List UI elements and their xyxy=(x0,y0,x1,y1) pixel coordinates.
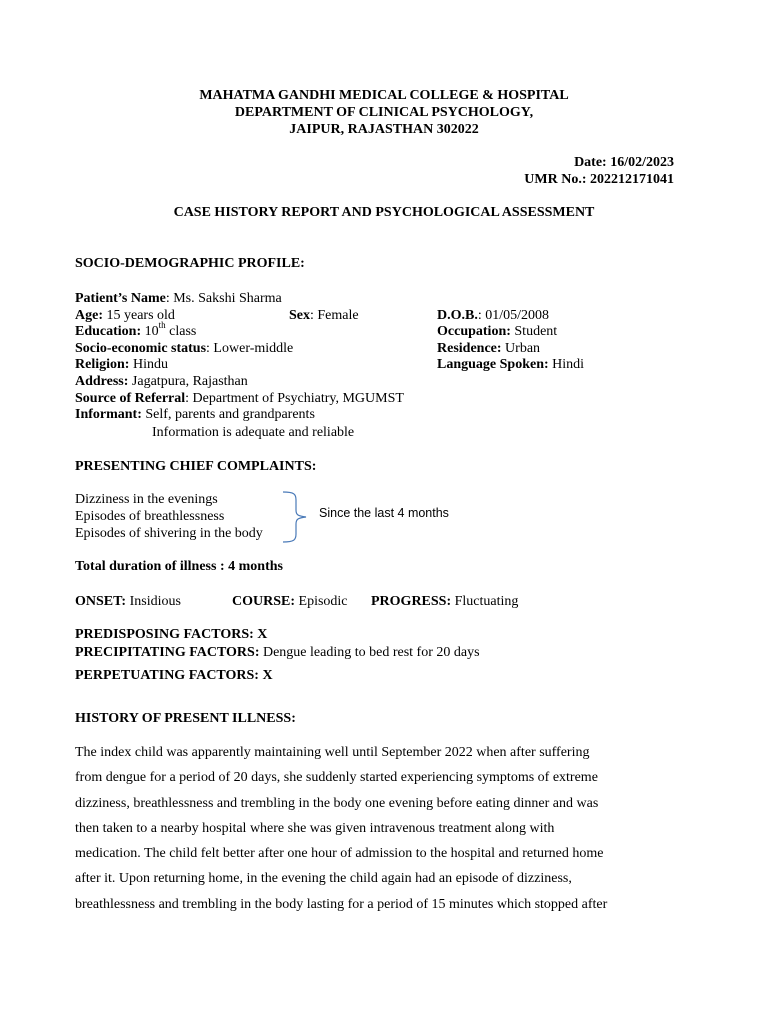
progress-value: Fluctuating xyxy=(451,594,519,609)
dob-field xyxy=(437,307,549,324)
history-line: dizziness, breathlessness and trembling in the body one evening before eating dinner and was xyxy=(75,795,599,811)
date-value: 16/02/2023 xyxy=(610,155,674,170)
complaint-item: Episodes of shivering in the body xyxy=(75,526,263,541)
informant-value: Self, parents and grandparents xyxy=(141,407,315,422)
history-line: then taken to a nearby hospital where she was given intravenous treatment along with xyxy=(75,820,555,836)
history-narrative xyxy=(75,740,687,917)
referral-label: Source of Referral xyxy=(75,391,186,406)
precipitating-value: Dengue leading to bed rest for 20 days xyxy=(259,645,480,660)
language-field xyxy=(437,356,584,373)
progress-label: PROGRESS: xyxy=(371,594,452,609)
umr-label: UMR No.: xyxy=(524,172,587,187)
precipitating-factors xyxy=(75,644,480,661)
sex-field xyxy=(289,307,359,324)
history-line: breathlessness and trembling in the body lasting for a period of 15 minutes which stopped after xyxy=(75,896,608,912)
history-line: after it. Upon returning home, in the evening the child again had an episode of dizziness, xyxy=(75,871,572,887)
education-suffix: class xyxy=(165,324,197,339)
occupation-value: Student xyxy=(510,324,558,339)
onset-label: ONSET: xyxy=(75,594,127,609)
education-field xyxy=(75,320,197,340)
referral-value: : Department of Psychiatry, MGUMST xyxy=(185,391,404,406)
language-label: Language Spoken: xyxy=(437,357,549,372)
patient-name-label: Patient’s Name xyxy=(75,291,166,306)
socio-heading: SOCIO-DEMOGRAPHIC PROFILE: xyxy=(75,256,305,271)
education-ordinal: th xyxy=(158,320,166,331)
occupation-label: Occupation: xyxy=(437,324,511,339)
residence-value: Urban xyxy=(501,341,541,356)
course-value: Episodic xyxy=(295,594,348,609)
date-label: Date: xyxy=(574,155,607,170)
history-line: The index child was apparently maintaining well until September 2022 when after suffering xyxy=(75,745,590,760)
onset-field xyxy=(75,593,181,610)
institution-name: MAHATMA GANDHI MEDICAL COLLEGE & HOSPITAL xyxy=(199,88,569,103)
religion-label: Religion: xyxy=(75,357,130,372)
residence-field xyxy=(437,340,540,357)
course-label: COURSE: xyxy=(232,594,296,609)
patient-name-value: : Ms. Sakshi Sharma xyxy=(165,291,282,306)
sex-label: Sex xyxy=(289,308,310,323)
address-field xyxy=(75,373,248,390)
department-name: DEPARTMENT OF CLINICAL PSYCHOLOGY, xyxy=(234,105,534,120)
dob-label: D.O.B. xyxy=(437,308,478,323)
course-field xyxy=(232,593,348,610)
institution-address: JAIPUR, RAJASTHAN 302022 xyxy=(289,122,479,137)
umr-value: 202212171041 xyxy=(590,172,674,187)
language-value: Hindi xyxy=(548,357,585,372)
ses-value: : Lower-middle xyxy=(206,341,294,356)
religion-field xyxy=(75,356,168,373)
report-title: CASE HISTORY REPORT AND PSYCHOLOGICAL ASSESSMENT xyxy=(173,205,595,220)
education-label: Education: xyxy=(75,324,142,339)
ses-label: Socio-economic status xyxy=(75,341,207,356)
progress-field xyxy=(371,593,518,610)
perpetuating-factors: PERPETUATING FACTORS: X xyxy=(75,668,273,683)
informant-label: Informant: xyxy=(75,407,142,422)
ses-field xyxy=(75,340,293,357)
sex-value: : Female xyxy=(310,308,359,323)
religion-value: Hindu xyxy=(129,357,168,372)
age-label: Age: xyxy=(75,308,103,323)
complaint-duration-note: Since the last 4 months xyxy=(319,506,449,520)
history-line: medication. The child felt better after one hour of admission to the hospital and returned home xyxy=(75,846,604,862)
referral-field xyxy=(75,390,404,407)
onset-value: Insidious xyxy=(126,594,181,609)
umr-number xyxy=(524,172,674,188)
brace-icon xyxy=(278,488,318,546)
address-label: Address: xyxy=(75,374,129,389)
predisposing-factors: PREDISPOSING FACTORS: X xyxy=(75,627,268,642)
informant-field xyxy=(75,406,315,423)
history-heading: HISTORY OF PRESENT ILLNESS: xyxy=(75,711,296,726)
age-value: 15 years old xyxy=(103,308,175,323)
informant-note: Information is adequate and reliable xyxy=(152,425,355,440)
education-value: 10 xyxy=(141,324,159,339)
history-line: from dengue for a period of 20 days, she suddenly started experiencing symptoms of extreme xyxy=(75,770,598,786)
report-date xyxy=(574,155,674,171)
complaint-item: Episodes of breathlessness xyxy=(75,509,225,524)
precipitating-label: PRECIPITATING FACTORS: xyxy=(75,645,260,660)
dob-value: : 01/05/2008 xyxy=(477,308,550,323)
total-duration: Total duration of illness : 4 months xyxy=(75,559,283,574)
complaints-heading: PRESENTING CHIEF COMPLAINTS: xyxy=(75,459,317,474)
address-value: Jagatpura, Rajasthan xyxy=(128,374,248,389)
occupation-field xyxy=(437,323,557,340)
patient-name-row xyxy=(75,290,282,307)
complaint-item: Dizziness in the evenings xyxy=(75,492,218,507)
residence-label: Residence: xyxy=(437,341,502,356)
